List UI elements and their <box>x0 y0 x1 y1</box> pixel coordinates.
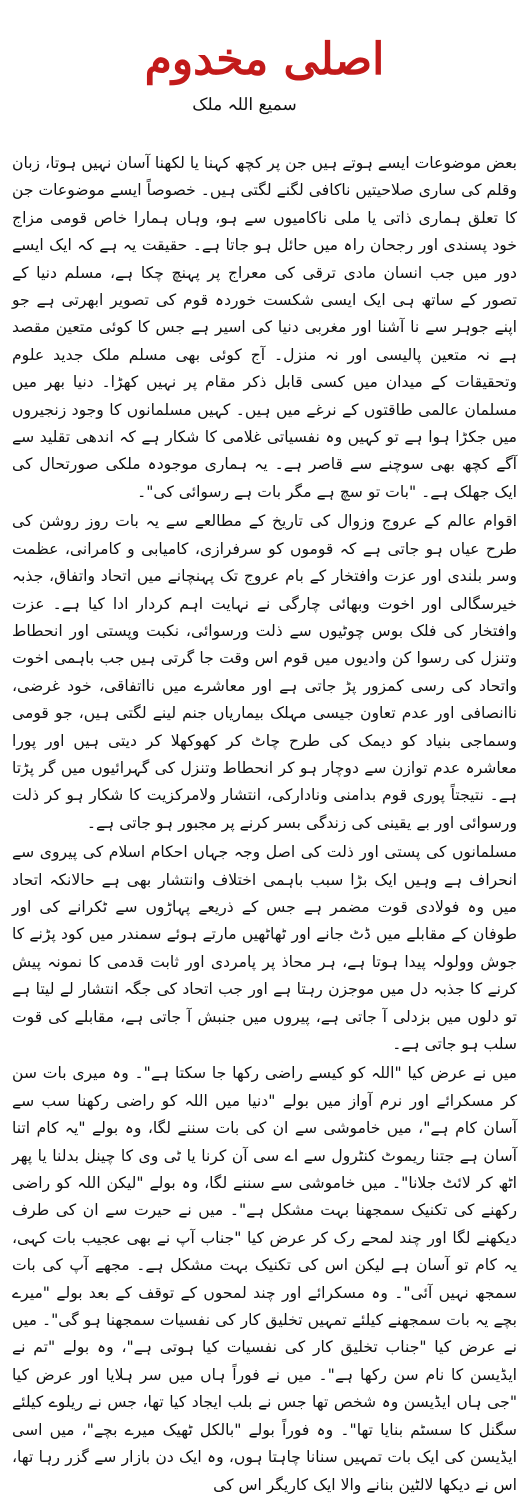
article-paragraph: بعض موضوعات ایسے ہوتے ہیں جن پر کچھ کہنا یا لکھنا آسان نہیں ہوتا، زبان وقلم کی ساری صلاحیتیں ناکافی لگنے لگتی ہیں۔ خصوصاً ایسے موضوعات جن کا تعلق ہماری ذاتی یا ملی ناکامیوں سے ہو، وہاں ہمارا خاص قومی مزاج خود پسندی اور رجحان راہ میں حائل ہو جاتا ہے۔ حقیقت یہ ہے کہ ایک ایسے دور میں جب انسان مادی ترقی کی معراج پر پہنچ چکا ہے، مسلم دنیا کے تصور کے ساتھ ہی ایک ایسی شکست خوردہ قوم کی تصویر ابھرتی ہے جو اپنے جوہر سے نا آشنا اور مغربی دنیا کی اسیر ہے جس کا کوئی متعین مقصد ہے نہ متعین پالیسی اور نہ منزل۔ آج کوئی بھی مسلم ملک جدید علوم وتحقیقات کے میدان میں کسی قابل ذکر مقام پر نہیں کھڑا۔ دنیا بھر میں مسلمان عالمی طاقتوں کے نرغے میں ہیں۔ کہیں مسلمانوں کا وجود زنجیروں میں جکڑا ہوا ہے تو کہیں وہ نفسیاتی غلامی کا شکار ہے کہ اندھی تقلید سے آگے کچھ بھی سوچنے سے قاصر ہے۔ یہ ہماری موجودہ ملکی صورتحال کی ایک جھلک ہے۔ "بات تو سچ ہے مگر بات ہے رسوائی کی"۔ <box>12 154 517 501</box>
article-paragraph: مسلمانوں کی پستی اور ذلت کی اصل وجہ جہاں احکام اسلام کی پیروی سے انحراف ہے وہیں ایک بڑا سبب باہمی اختلاف وانتشار بھی ہے حالانکہ اتحاد میں وہ فولادی قوت مضمر ہے جس کے ذریعے پہاڑوں سے ٹکرانے کی اور طوفان کے مقابلے میں ڈٹ جانے اور ٹھاٹھیں مارتے ہوئے سمندر میں کود پڑنے کا جوش وولولہ پیدا ہوتا ہے، ہر محاذ پر پامردی اور ثابت قدمی کا نمونہ پیش کرنے کا جذبہ دل میں موجزن رہتا ہے اور جب اتحاد کی جگہ انتشار لے لیتا ہے تو دلوں میں بزدلی آ جاتی ہے، پیروں میں جنبش آ جاتی ہے، مقابلے کی قوت سلب ہو جاتی ہے۔ <box>12 843 517 1053</box>
article-paragraph: میں نے عرض کیا "اللہ کو کیسے راضی رکھا جا سکتا ہے"۔ وہ میری بات سن کر مسکرائے اور نرم آواز میں بولے "دنیا میں اللہ کو راضی رکھنا سب سے آسان کام ہے"، میں خاموشی سے ان کی بات سننے لگا، وہ بولے "یہ کام اتنا آسان ہے جتنا ریموٹ کنٹرول سے اے سی آن کرنا یا ٹی وی کا چینل بدلنا یا پھر اٹھ کر لائٹ جلانا"۔ میں خاموشی سے سننے لگا، وہ بولے "لیکن اللہ کو راضی رکھنے کی تکنیک سمجھنا بہت مشکل ہے"۔ میں نے حیرت سے ان کی طرف دیکھنے لگا اور چند لمحے رک کر عرض کیا "جناب آپ نے بھی عجیب بات کہی، یہ کام تو آسان ہے لیکن اس کی تکنیک بہت مشکل ہے۔ مجھے آپ کی بات سمجھ نہیں آئی"۔ وہ مسکرائے اور چند لمحوں کے توقف کے بعد بولے "میرے بچے یہ بات سمجھنے کیلئے تمہیں تخلیق کار کی نفسیات سمجھنا ہو گی"۔ میں نے عرض کیا "جناب تخلیق کار کی نفسیات کیا ہوتی ہے"، وہ بولے "تم نے ایڈیسن کا نام سن رکھا ہے"۔ میں نے فوراً ہاں میں سر ہلایا اور عرض کیا "جی ہاں ایڈیسن وہ شخص تھا جس نے بلب ایجاد کیا تھا، جس نے ریلوے کیلئے سگنل کا سسٹم بنایا تھا"۔ وہ فوراً بولے "بالکل ٹھیک میرے بچے"، میں اسی ایڈیسن کی ایک بات تمہیں سنانا چاہتا ہوں، وہ ایک دن بازار سے گزر رہا تھا، اس نے دیکھا لالٹین بنانے والا ایک کاریگر اس کی <box>12 1064 517 1494</box>
author-byline: سمیع اللہ ملک <box>192 95 297 115</box>
article-paragraph: اقوام عالم کے عروج وزوال کی تاریخ کے مطالعے سے یہ بات روز روشن کی طرح عیاں ہو جاتی ہے کہ قوموں کو سرفرازی، کامیابی و کامرانی، عظمت وسر بلندی اور عزت وافتخار کے بام عروج تک پہنچانے میں اتحاد واتفاق، جذبہ خیرسگالی اور اخوت وبھائی چارگی نے نہایت اہم کردار ادا کیا ہے۔ عزت وافتخار کی فلک بوس چوٹیوں سے ذلت ورسوائی، نکبت وپستی اور انحطاط وتنزل کی رسوا کن وادیوں میں قوم اس وقت جا گرتی ہیں جب باہمی اخوت واتحاد کی رسی کمزور پڑ جاتی ہے اور معاشرے میں نااتفاقی، خود غرضی، ناانصافی اور عدم تعاون جیسی مہلک بیماریاں جنم لینے لگتی ہیں، جو قومی وسماجی بنیاد کو دیمک کی طرح چاٹ کر کھوکھلا کر دیتی ہیں اور پورا معاشرہ عدم توازن سے دوچار ہو کر انحطاط وتنزل کی گہرائیوں میں گر پڑتا ہے۔ نتیجتاً پوری قوم بدامنی ونادارکی، انتشار ولامرکزیت کا شکار ہو کر ذلت ورسوائی اور بے یقینی کی زندگی بسر کرنے پر مجبور ہو جاتی ہے۔ <box>12 512 517 832</box>
article-title: اصلی مخدوم <box>144 34 385 85</box>
article-body <box>12 150 517 1501</box>
